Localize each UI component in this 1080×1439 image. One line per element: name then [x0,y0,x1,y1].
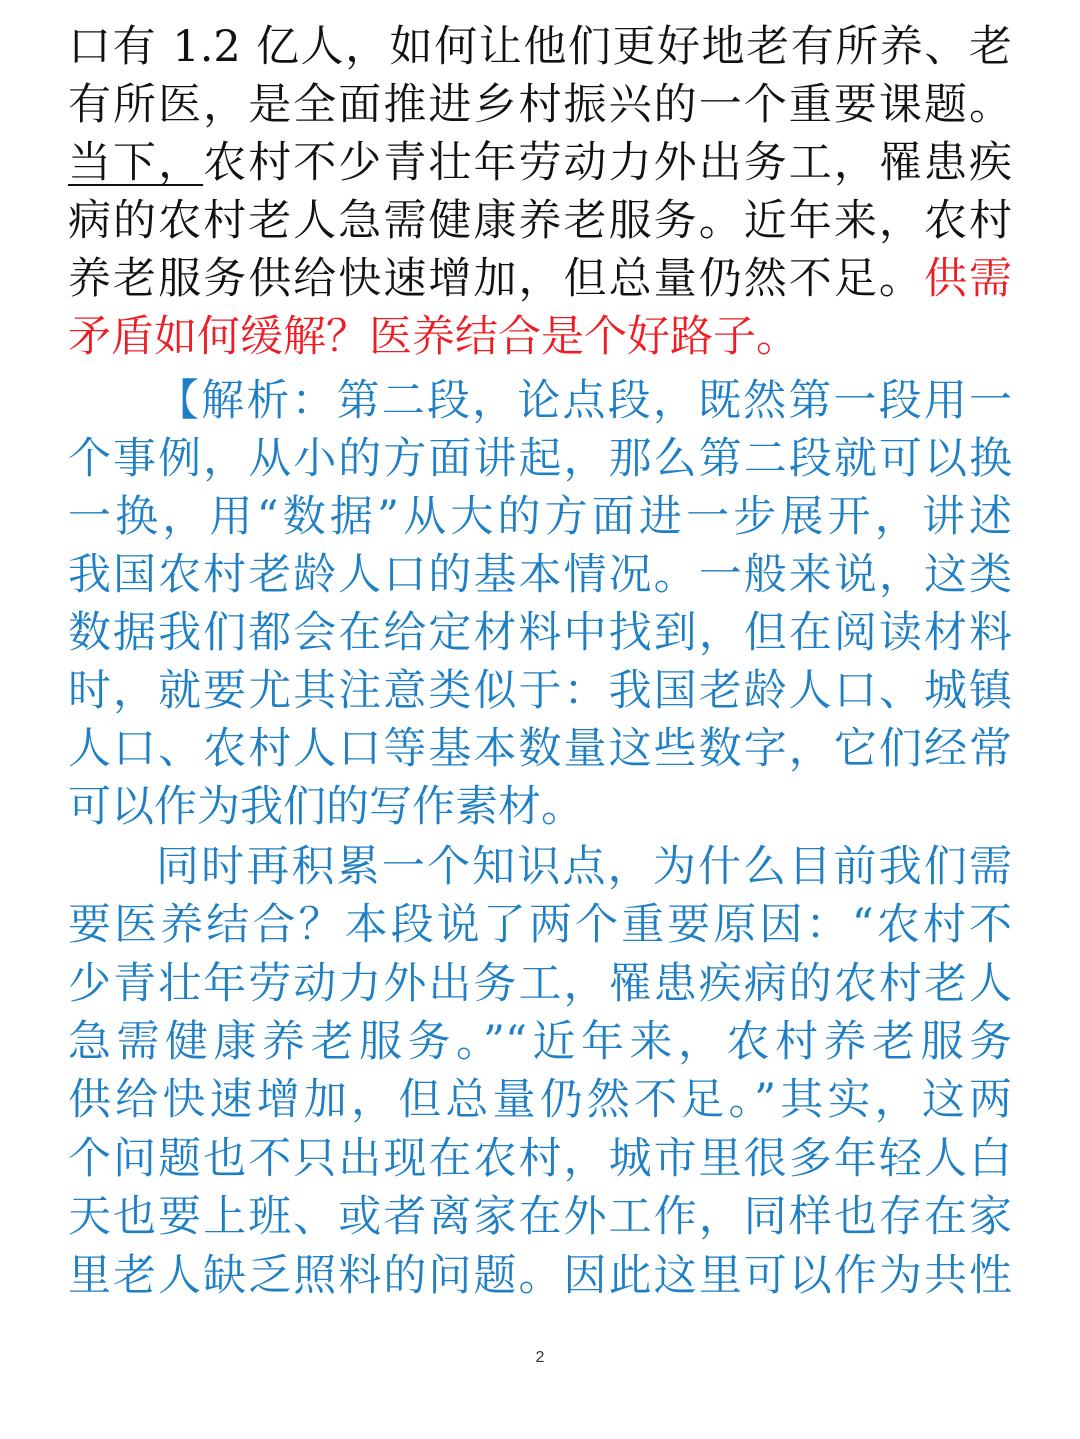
knowledge-line: 急需健康养老服务。”“近年来，农村养老服务 [68,1017,1012,1067]
paragraph-line: 有所医，是全面推进乡村振兴的一个重要课题。 [68,80,1012,130]
paragraph-line [68,250,1012,308]
knowledge-line: 天也要上班、或者离家在外工作，同样也存在家 [68,1192,1012,1242]
paragraph-line-text: 养老服务供给快速增加，但总量仍然不足。 [68,254,924,304]
paragraph-line-text: 农村不少青壮年劳动力外出务工，罹患疾 [203,138,1013,188]
analysis-line: 人口、农村人口等基本数量这些数字，它们经常 [68,724,1012,774]
analysis-line: 一换，用“数据”从大的方面进一步展开，讲述 [68,492,1012,542]
analysis-line: 【解析：第二段，论点段，既然第一段用一 [156,376,1012,426]
underlined-phrase: 当下， [68,138,204,188]
analysis-line: 个事例，从小的方面讲起，那么第二段就可以换 [68,434,1012,484]
highlight-line: 矛盾如何缓解？医养结合是个好路子。 [68,312,799,362]
knowledge-line: 要医养结合？本段说了两个重要原因：“农村不 [68,900,1012,950]
knowledge-line: 个问题也不只出现在农村，城市里很多年轻人白 [68,1134,1012,1184]
analysis-line: 我国农村老龄人口的基本情况。一般来说，这类 [68,550,1012,600]
knowledge-line: 少青壮年劳动力外出务工，罹患疾病的农村老人 [68,959,1012,1009]
analysis-line: 数据我们都会在给定材料中找到，但在阅读材料 [68,608,1012,658]
paragraph-line: 病的农村老人急需健康养老服务。近年来，农村 [68,196,1012,246]
page-number: 2 [535,1349,545,1366]
knowledge-line: 里老人缺乏照料的问题。因此这里可以作为共性 [68,1251,1012,1301]
knowledge-line: 供给快速增加，但总量仍然不足。”其实，这两 [68,1075,1012,1125]
analysis-line: 可以作为我们的写作素材。 [68,782,584,832]
paragraph-line: 口有 1.2 亿人，如何让他们更好地老有所养、老 [68,22,1012,72]
knowledge-line: 同时再积累一个知识点，为什么目前我们需 [156,842,1012,892]
paragraph-line [68,134,1012,192]
analysis-line: 时，就要尤其注意类似于：我国老龄人口、城镇 [68,666,1012,716]
highlight-text: 供需 [923,254,1013,304]
